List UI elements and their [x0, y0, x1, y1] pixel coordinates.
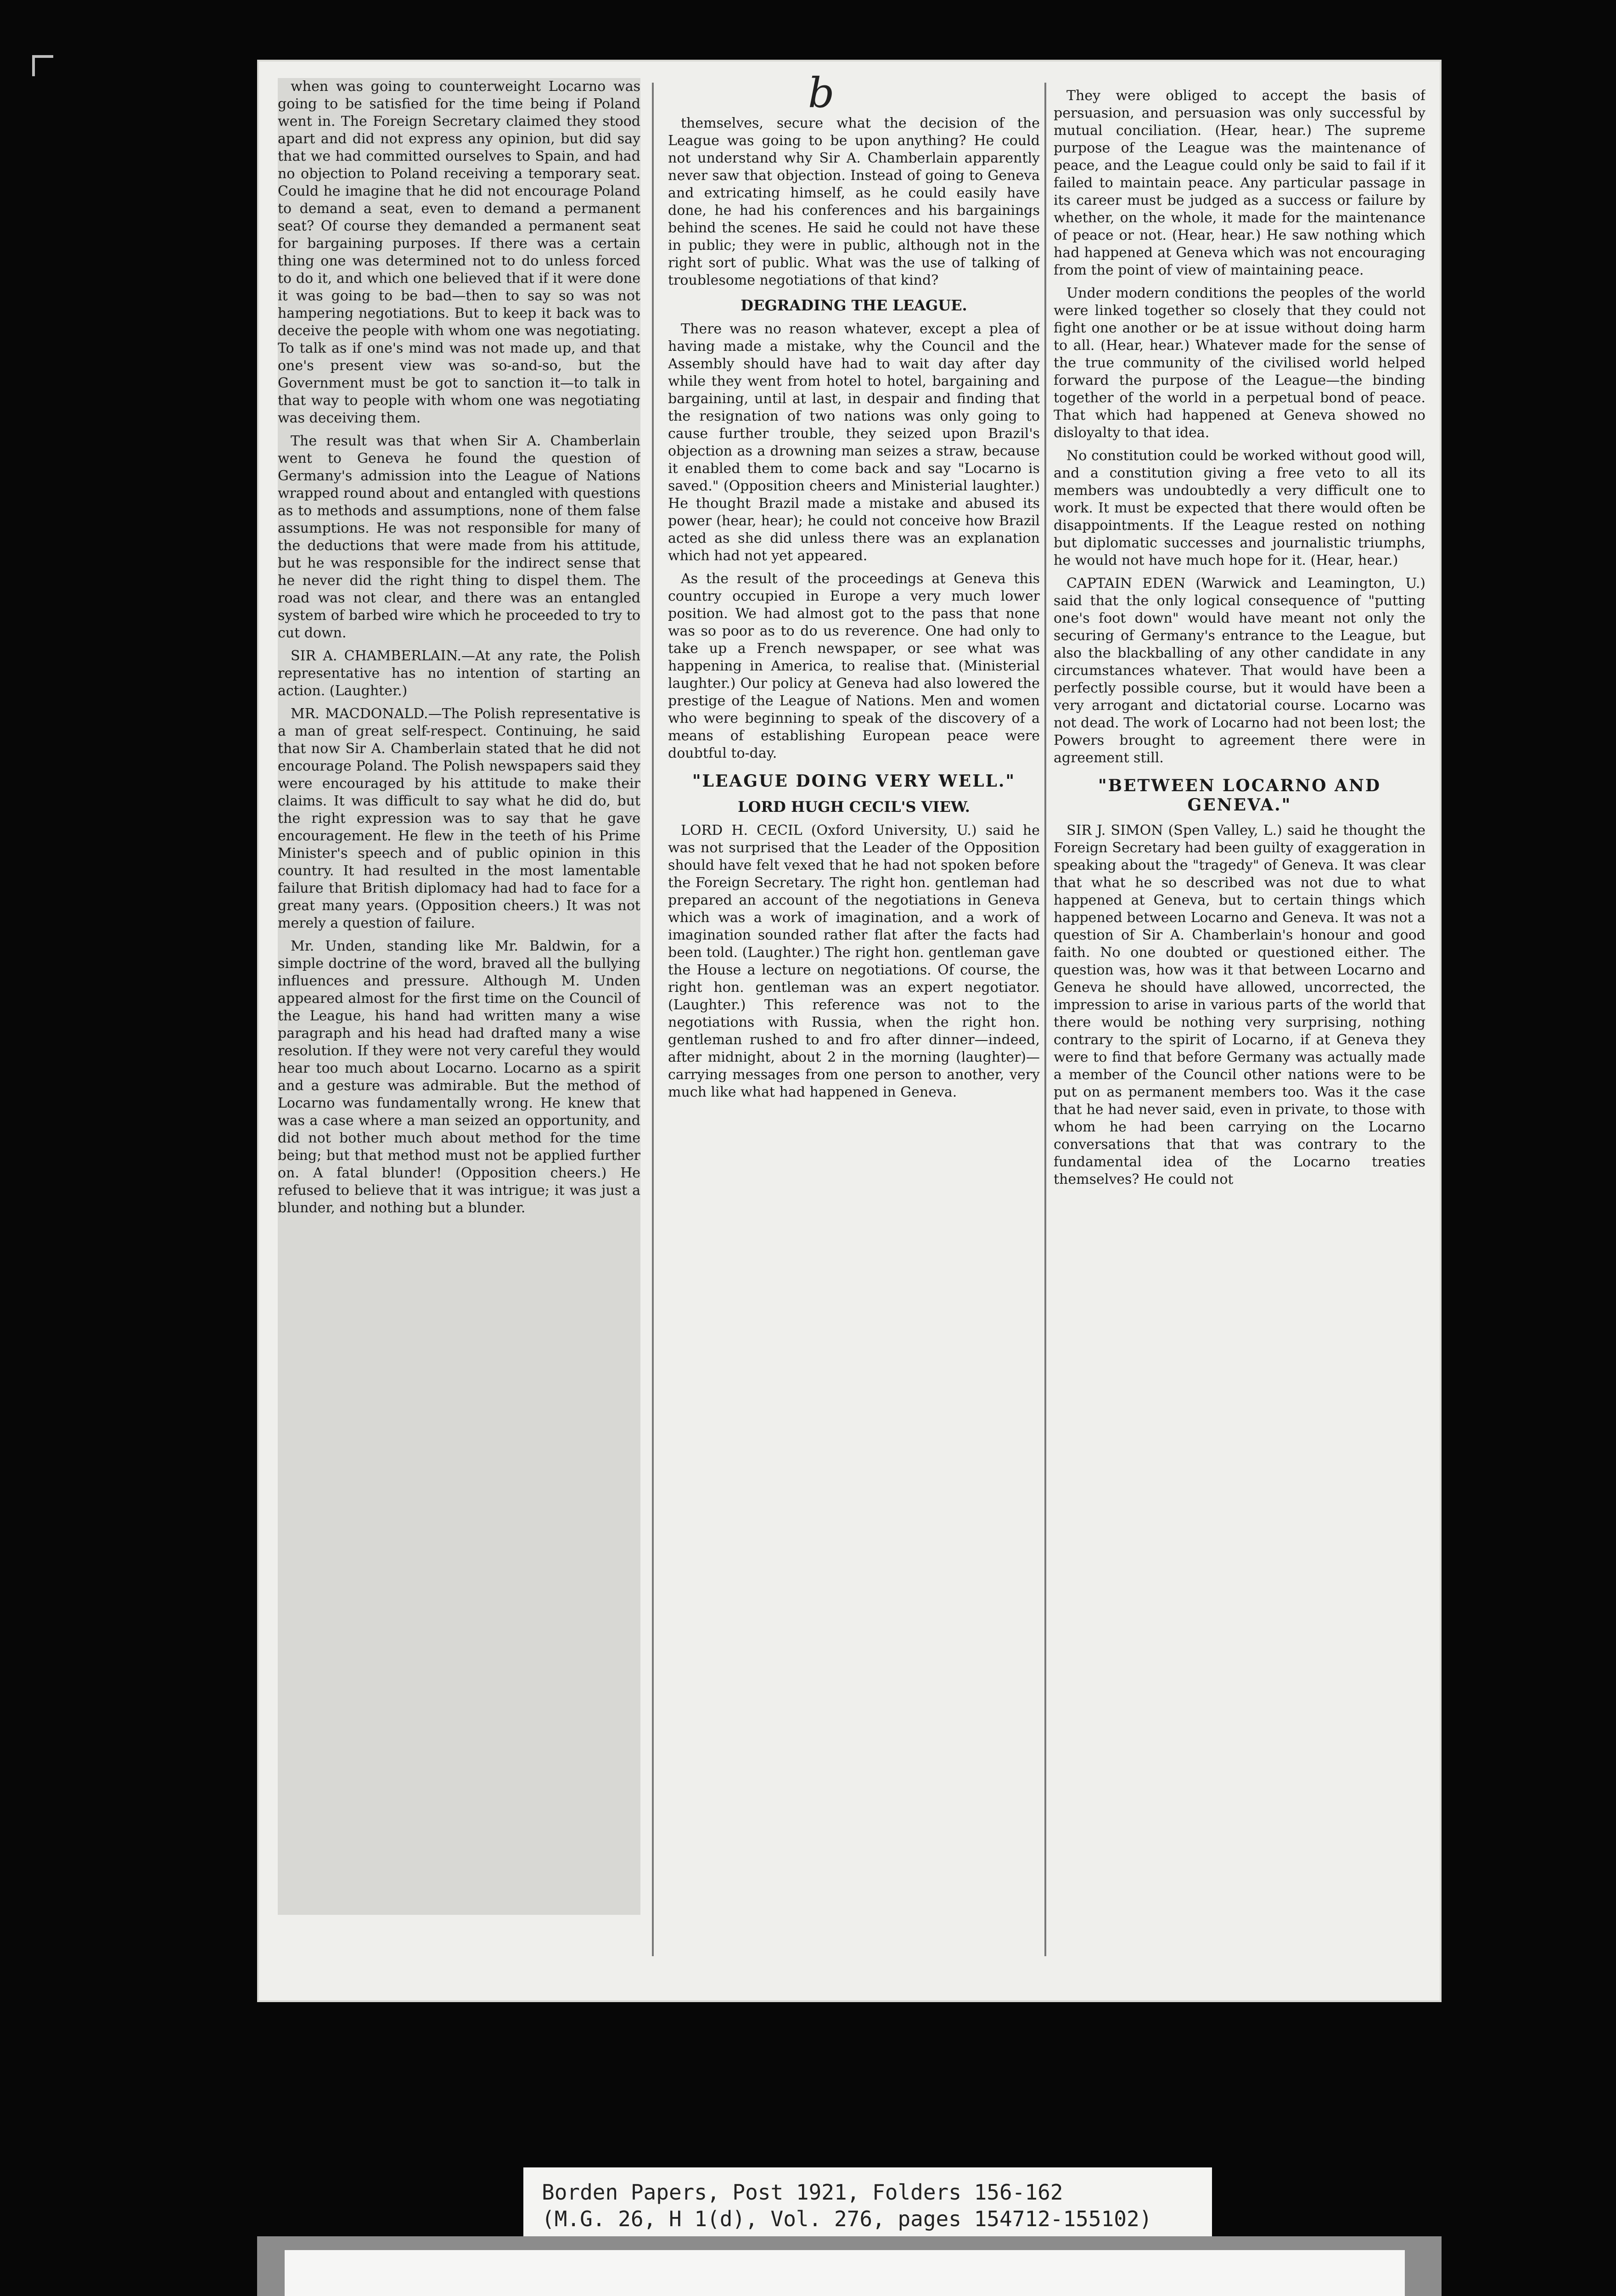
column-rule [652, 83, 654, 1956]
paragraph: themselves, secure what the decision of the League was going to be upon anything? He could not understand why Sir A. Chamberlain apparently never saw that objection. Instead of going to Geneva and extricating himself, as he could easily have done, he had his conferences and his bargainings behind the scenes. He said he could not have these in public; they were in public, although not in the right sort of public. What was the use of talking of troublesome negotiations of that kind? [668, 115, 1040, 288]
paragraph: MR. MACDONALD.—The Polish representative is a man of great self-respect. Continuing, he said that now Sir A. Chamberlain stated that he did not encourage Poland. The Polish newspapers said they were encouraged by his attitude to make their claims. It was difficult to say what he did do, but the right expression was to say that he gave encouragement. He flew in the teeth of his Prime Minister's speech and of public opinion in this country. It had resulted in the most lamentable failure that British diplomacy had had to face for a great many years. (Opposition cheers.) It was not merely a question of failure. [278, 706, 640, 931]
paragraph: SIR A. CHAMBERLAIN.—At any rate, the Polish representative has no intention of starting an action. (Laughter.) [278, 648, 640, 699]
archives-card [285, 2250, 1405, 2296]
article-column-3 [1054, 87, 1425, 1961]
paragraph: No constitution could be worked without good will, and a constitution giving a free veto to all its members was undoubtedly a very difficult one to work. It must be expected that there would often be disappointments. If the League rested on nothing but diplomatic successes and journalistic triumphs, he would not have much hope for it. (Hear, hear.) [1054, 448, 1425, 568]
paragraph: CAPTAIN EDEN (Warwick and Leamington, U.) said that the only logical consequence of "putting one's foot down" would have meant not only the securing of Germany's entrance to the League, but also the blackballing of any other candidate in any circumstances whatever. That would have been a perfectly possible course, but it would have been a very arrogant and dictatorial course. Locarno was not dead. The work of Locarno had not been lost; the Powers brought to agreement there were in agreement still. [1054, 575, 1425, 766]
section-heading: "BETWEEN LOCARNO AND GENEVA." [1098, 776, 1381, 815]
column-rule [1044, 83, 1046, 1956]
collection-label-line: (M.G. 26, H 1(d), Vol. 276, pages 154712-155102) [542, 2206, 1152, 2231]
section-heading: "LEAGUE DOING VERY WELL." [692, 771, 1016, 791]
paragraph: As the result of the proceedings at Geneva this country occupied in Europe a very much lower position. We had almost got to the pass that none was so poor as to do us reverence. One had only to take up a French newspaper, or see what was happening in America, to realise that. (Ministerial laughter.) Our policy at Geneva had also lowered the prestige of the League of Nations. Men and women who were beginning to speak of the discovery of a means of establishing European peace were doubtful to-day. [668, 571, 1040, 761]
paragraph: They were obliged to accept the basis of persuasion, and persuasion was only successful by mutual conciliation. (Hear, hear.) The supreme purpose of the League was the maintenance of peace, and the League could only be said to fail if it failed to maintain peace. Any particular passage in its career must be judged as a success or failure by whether, on the whole, it made for the maintenance of peace or not. (Hear, hear.) He saw nothing which had happened at Geneva which was not encouraging from the point of view of maintaining peace. [1054, 88, 1425, 278]
article-column-2 [668, 115, 1040, 1933]
paragraph: There was no reason whatever, except a plea of having made a mistake, why the Council and the Assembly should have had to wait day after day while they went from hotel to hotel, bargaining and bargaining, until at last, in despair and finding that the resignation of two nations was only going to cause further trouble, they seized upon Brazil's objection as a drowning man seizes a straw, because it enabled them to come back and say "Locarno is saved." (Opposition cheers and Ministerial laughter.) He thought Brazil made a mistake and abused its power (hear, hear); he could not conceive how Brazil acted as she did unless there was an explanation which had not yet appeared. [668, 321, 1040, 564]
paragraph: Mr. Unden, standing like Mr. Baldwin, for a simple doctrine of the word, braved all the bullying influences and pressure. Although M. Unden appeared almost for the first time on the Council of the League, his hand had written many a wise paragraph and his head had drafted many a wise resolution. If they were not very careful they would hear too much about Locarno. Locarno as a spirit and a gesture was admirable. But the method of Locarno was fundamentally wrong. He knew that was a case where a man seized an opportunity, and did not bother much about method for the time being; but that method must not be applied further on. A fatal blunder! (Opposition cheers.) He refused to believe that it was intrigue; it was just a blunder, and nothing but a blunder. [278, 938, 640, 1216]
collection-label [523, 2167, 1212, 2245]
paragraph: when was going to counterweight Locarno was going to be satisfied for the time being if Poland went in. The Foreign Secretary claimed they stood apart and did not express any opinion, but did say that we had committed ourselves to Spain, and had no objection to Poland receiving a temporary seat. Could he imagine that he did not encourage Poland to demand a seat, even to demand a permanent seat? Of course they demanded a permanent seat for bargaining purposes. If there was a certain thing one was determined not to do unless forced to do it, and which one believed that if it were done it was going to be bad—then to say so was not hampering negotiations. But to keep it back was to deceive the people with whom one was negotiating. To talk as if one's mind was not made up, and that one's present view was so-and-so, but the Government must be got to sanction it—to talk in that way to people with whom one was negotiating was deceiving them. [278, 79, 640, 426]
section-subheading: LORD HUGH CECIL'S VIEW. [738, 798, 970, 816]
paragraph: Under modern conditions the peoples of the world were linked together so closely that they could not fight one another or be at issue without doing harm to all. (Hear, hear.) Whatever made for the sense of the true community of the civilised world helped forward the purpose of the League—the binding together of the world in a perpetual bond of peace. That which had happened at Geneva showed no disloyalty to that idea. [1054, 285, 1425, 441]
paragraph: The result was that when Sir A. Chamberlain went to Geneva he found the question of Germany's admission into the League of Nations wrapped round about and entangled with questions as to methods and assumptions, none of them false assumptions. He was not responsible for many of the deductions that were made from his attitude, but he was responsible for the indirect sense that he never did the right thing to dispel them. The road was not clear, and there was an entangled system of barbed wire which he proceeded to try to cut down. [278, 433, 640, 641]
corner-mark [32, 55, 53, 76]
page-marker: b [808, 69, 835, 117]
paragraph: LORD H. CECIL (Oxford University, U.) said he was not surprised that the Leader of the Opposition should have felt vexed that he had not spoken before the Foreign Secretary. The right hon. gentleman had prepared an account of the negotiations in Geneva which was a work of imagination, and a work of imagination sounded rather flat after the facts had been told. (Laughter.) The right hon. gentleman gave the House a lecture on negotiations. Of course, the right hon. gentleman was an expert negotiator. (Laughter.) This reference was not to the negotiations with Russia, when the right hon. gentleman rushed to and fro after dinner—indeed, after midnight, about 2 in the morning (laughter)—carrying messages from one person to another, very much like what had happened in Geneva. [668, 822, 1040, 1100]
collection-label-line: Borden Papers, Post 1921, Folders 156-162 [542, 2180, 1063, 2205]
paragraph: SIR J. SIMON (Spen Valley, L.) said he thought the Foreign Secretary had been guilty of exaggeration in speaking about the "tragedy" of Geneva. It was clear that what he so described was not due to what happened at Geneva, but to certain things which happened between Locarno and Geneva. It was not a question of Sir A. Chamberlain's honour and good faith. No one doubted or questioned either. The question was, how was it that between Locarno and Geneva he should have allowed, uncorrected, the impression to arise in various parts of the world that there would be nothing very surprising, nothing contrary to the spirit of Locarno, if at Geneva they were to find that before Germany was actually made a member of the Council other nations were to be put on as permanent members too. Was it the case that he had never said, even in private, to those with whom he had been carrying on the Locarno conversations that that was contrary to the fundamental idea of the Locarno treaties themselves? He could not [1054, 822, 1425, 1187]
article-column-1 [278, 78, 640, 1915]
section-heading: DEGRADING THE LEAGUE. [741, 297, 967, 314]
